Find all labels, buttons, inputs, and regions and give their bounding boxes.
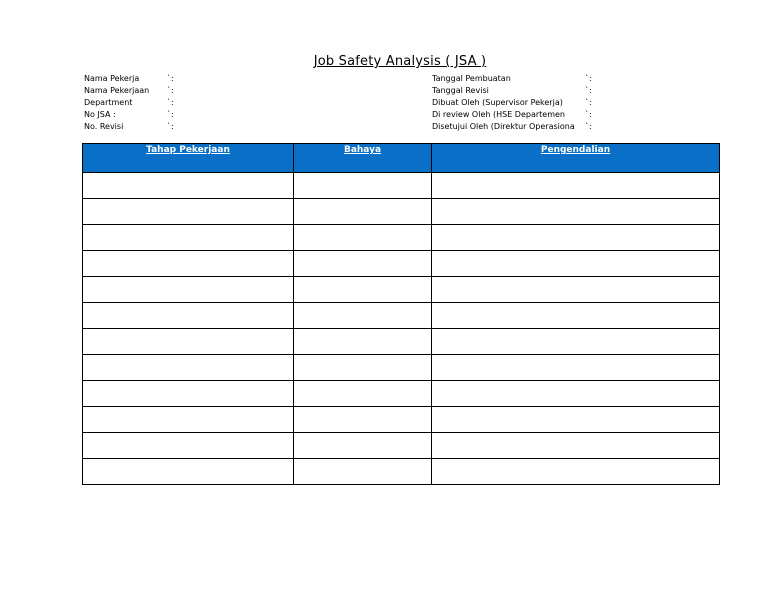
table-cell-tahap-pekerjaan[interactable] bbox=[83, 381, 294, 407]
meta-colon: `: bbox=[585, 74, 592, 83]
meta-row-no-jsa bbox=[84, 109, 174, 121]
table-cell-tahap-pekerjaan[interactable] bbox=[83, 329, 294, 355]
table-row bbox=[83, 277, 720, 303]
table-row bbox=[83, 459, 720, 485]
table-cell-bahaya[interactable] bbox=[294, 381, 432, 407]
table-row bbox=[83, 303, 720, 329]
table-cell-tahap-pekerjaan[interactable] bbox=[83, 199, 294, 225]
table-cell-pengendalian[interactable] bbox=[432, 329, 720, 355]
table-cell-tahap-pekerjaan[interactable] bbox=[83, 225, 294, 251]
table-row bbox=[83, 251, 720, 277]
table-row bbox=[83, 355, 720, 381]
meta-colon: `: bbox=[167, 122, 174, 131]
table-cell-bahaya[interactable] bbox=[294, 173, 432, 199]
table-row bbox=[83, 381, 720, 407]
meta-row-tanggal-pembuatan bbox=[432, 73, 592, 85]
meta-label: Disetujui Oleh (Direktur Operasiona bbox=[432, 122, 575, 131]
meta-row-tanggal-revisi bbox=[432, 85, 592, 97]
table-cell-pengendalian[interactable] bbox=[432, 251, 720, 277]
meta-label: No. Revisi bbox=[84, 122, 124, 131]
table-row bbox=[83, 329, 720, 355]
table-cell-tahap-pekerjaan[interactable] bbox=[83, 459, 294, 485]
table-row bbox=[83, 433, 720, 459]
meta-row-no-revisi bbox=[84, 121, 174, 133]
table-cell-bahaya[interactable] bbox=[294, 251, 432, 277]
table-cell-pengendalian[interactable] bbox=[432, 277, 720, 303]
table-row bbox=[83, 199, 720, 225]
table-cell-bahaya[interactable] bbox=[294, 303, 432, 329]
header-pengendalian: Pengendalian bbox=[432, 144, 720, 173]
table-row bbox=[83, 225, 720, 251]
meta-colon: `: bbox=[167, 98, 174, 107]
table-cell-bahaya[interactable] bbox=[294, 407, 432, 433]
meta-right-block bbox=[432, 73, 592, 133]
table-cell-pengendalian[interactable] bbox=[432, 303, 720, 329]
table-cell-bahaya[interactable] bbox=[294, 329, 432, 355]
table-cell-bahaya[interactable] bbox=[294, 225, 432, 251]
meta-colon: `: bbox=[585, 98, 592, 107]
table-header-row bbox=[83, 144, 720, 173]
table-cell-tahap-pekerjaan[interactable] bbox=[83, 303, 294, 329]
table-body bbox=[83, 173, 720, 485]
table-cell-bahaya[interactable] bbox=[294, 355, 432, 381]
table-cell-pengendalian[interactable] bbox=[432, 225, 720, 251]
table-cell-pengendalian[interactable] bbox=[432, 355, 720, 381]
table-cell-pengendalian[interactable] bbox=[432, 459, 720, 485]
table-cell-tahap-pekerjaan[interactable] bbox=[83, 355, 294, 381]
table-cell-bahaya[interactable] bbox=[294, 459, 432, 485]
meta-row-department bbox=[84, 97, 174, 109]
meta-label: Nama Pekerjaan bbox=[84, 86, 150, 95]
jsa-table bbox=[82, 143, 720, 485]
meta-row-disetujui-oleh bbox=[432, 121, 592, 133]
table-cell-tahap-pekerjaan[interactable] bbox=[83, 407, 294, 433]
meta-colon: `: bbox=[585, 122, 592, 131]
meta-label: Tanggal Revisi bbox=[432, 86, 489, 95]
table-cell-pengendalian[interactable] bbox=[432, 199, 720, 225]
meta-colon: `: bbox=[167, 110, 174, 119]
meta-colon: `: bbox=[167, 86, 174, 95]
header-tahap-pekerjaan: Tahap Pekerjaan bbox=[83, 144, 294, 173]
meta-left-block bbox=[84, 73, 174, 133]
page-title: Job Safety Analysis ( JSA ) bbox=[313, 54, 487, 69]
table-cell-pengendalian[interactable] bbox=[432, 381, 720, 407]
table-cell-tahap-pekerjaan[interactable] bbox=[83, 173, 294, 199]
meta-colon: `: bbox=[167, 74, 174, 83]
meta-label: Department bbox=[84, 98, 133, 107]
meta-row-nama-pekerja bbox=[84, 73, 174, 85]
table-cell-bahaya[interactable] bbox=[294, 277, 432, 303]
table-cell-tahap-pekerjaan[interactable] bbox=[83, 277, 294, 303]
table-cell-bahaya[interactable] bbox=[294, 433, 432, 459]
table-cell-bahaya[interactable] bbox=[294, 199, 432, 225]
header-bahaya: Bahaya bbox=[294, 144, 432, 173]
meta-row-dibuat-oleh bbox=[432, 97, 592, 109]
table-row bbox=[83, 173, 720, 199]
table-cell-pengendalian[interactable] bbox=[432, 433, 720, 459]
table-row bbox=[83, 407, 720, 433]
meta-label: No JSA : bbox=[84, 110, 116, 119]
meta-label: Nama Pekerja bbox=[84, 74, 140, 83]
table-cell-pengendalian[interactable] bbox=[432, 407, 720, 433]
table-cell-tahap-pekerjaan[interactable] bbox=[83, 433, 294, 459]
meta-colon: `: bbox=[585, 110, 592, 119]
meta-row-di-review-oleh bbox=[432, 109, 592, 121]
meta-label: Dibuat Oleh (Supervisor Pekerja) bbox=[432, 98, 563, 107]
meta-colon: `: bbox=[585, 86, 592, 95]
meta-row-nama-pekerjaan bbox=[84, 85, 174, 97]
meta-label: Di review Oleh (HSE Departemen bbox=[432, 110, 565, 119]
table-cell-pengendalian[interactable] bbox=[432, 173, 720, 199]
table-cell-tahap-pekerjaan[interactable] bbox=[83, 251, 294, 277]
meta-label: Tanggal Pembuatan bbox=[432, 74, 511, 83]
